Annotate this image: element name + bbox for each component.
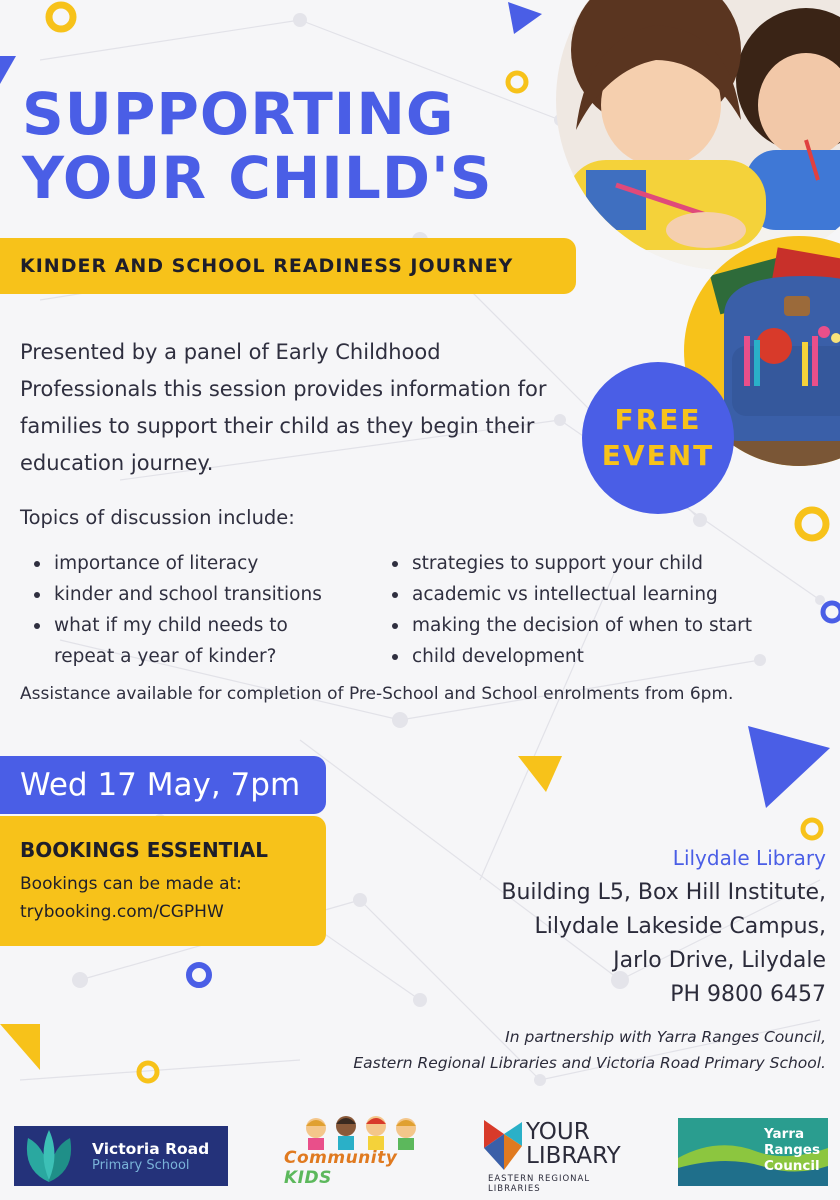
yellow-ring	[798, 510, 826, 538]
subtitle-banner	[0, 238, 576, 294]
bookings-heading: BOOKINGS ESSENTIAL	[20, 838, 268, 862]
title-line-1: SUPPORTING	[22, 80, 455, 148]
venue-name: Lilydale Library	[672, 846, 826, 870]
list-item: importance of literacy	[28, 548, 368, 579]
venue-line: Jarlo Drive, Lilydale	[613, 948, 826, 973]
yarra-ranges-line2: Ranges	[764, 1142, 820, 1158]
yarra-ranges-logo	[678, 1118, 828, 1186]
community-kids-text: Community KIDS	[284, 1148, 398, 1188]
list-item: strategies to support your child	[386, 548, 806, 579]
free-event-line1: FREE	[614, 403, 702, 436]
your-library-line1: YOUR	[526, 1119, 590, 1145]
subtitle-text: KINDER AND SCHOOL READINESS JOURNEY	[20, 255, 514, 277]
blue-ring	[189, 965, 209, 985]
page-title	[22, 82, 562, 210]
event-date: Wed 17 May, 7pm	[20, 767, 301, 803]
free-event-badge	[582, 362, 734, 514]
bookings-instruction: Bookings can be made at:	[20, 874, 242, 894]
yellow-triangle	[518, 756, 562, 792]
yellow-ring	[49, 5, 73, 29]
blue-triangle	[748, 726, 830, 808]
your-library-line3: EASTERN REGIONAL LIBRARIES	[488, 1174, 591, 1194]
victoria-road-logo	[14, 1126, 228, 1186]
list-item: academic vs intellectual learning	[386, 579, 806, 610]
partnership-line2: Eastern Regional Libraries and Victoria Road Primary School.	[353, 1054, 826, 1072]
bookings-link[interactable]: trybooking.com/CGPHW	[20, 902, 224, 922]
topics-heading: Topics of discussion include:	[20, 506, 295, 529]
free-event-line2: EVENT	[601, 439, 715, 472]
venue-line: Building L5, Box Hill Institute,	[501, 880, 826, 905]
event-date-box	[0, 756, 326, 814]
victoria-road-line1: Victoria Road	[92, 1139, 210, 1158]
topics-list-left	[28, 548, 368, 672]
children-icon	[302, 1114, 422, 1150]
your-library-line2: LIBRARY	[526, 1143, 621, 1169]
list-item: making the decision of when to start	[386, 610, 806, 641]
list-item: child development	[386, 641, 806, 672]
blue-triangle	[508, 2, 542, 34]
list-item: what if my child needs to repeat a year of kinder?	[28, 610, 324, 672]
community-kids-logo	[278, 1114, 448, 1188]
victoria-road-line2: Primary School	[92, 1157, 190, 1173]
library-mark-icon	[484, 1120, 522, 1170]
blue-ring	[823, 603, 840, 621]
yellow-ring	[803, 820, 821, 838]
yellow-triangle	[0, 1024, 40, 1070]
yarra-ranges-line1: Yarra	[764, 1126, 805, 1142]
title-line-2: YOUR CHILD'S	[22, 144, 493, 212]
yellow-ring	[139, 1063, 157, 1081]
list-item: kinder and school transitions	[28, 579, 368, 610]
topics-list-right	[386, 548, 806, 672]
venue-details	[501, 846, 826, 1012]
leaf-icon	[14, 1126, 84, 1186]
intro-paragraph: Presented by a panel of Early Childhood Professionals this session provides information for families to support their child as they begin their education journey.	[20, 340, 547, 475]
blue-triangle	[0, 56, 16, 84]
venue-phone: PH 9800 6457	[670, 982, 826, 1007]
assistance-note: Assistance available for completion of Pre-School and School enrolments from 6pm.	[20, 684, 734, 704]
bookings-box	[0, 816, 326, 946]
yarra-ranges-line3: Council	[764, 1158, 820, 1174]
partnership-note	[353, 1024, 826, 1076]
your-library-logo	[484, 1118, 644, 1194]
venue-line: Lilydale Lakeside Campus,	[534, 914, 826, 939]
partnership-line1: In partnership with Yarra Ranges Council,	[505, 1028, 826, 1046]
